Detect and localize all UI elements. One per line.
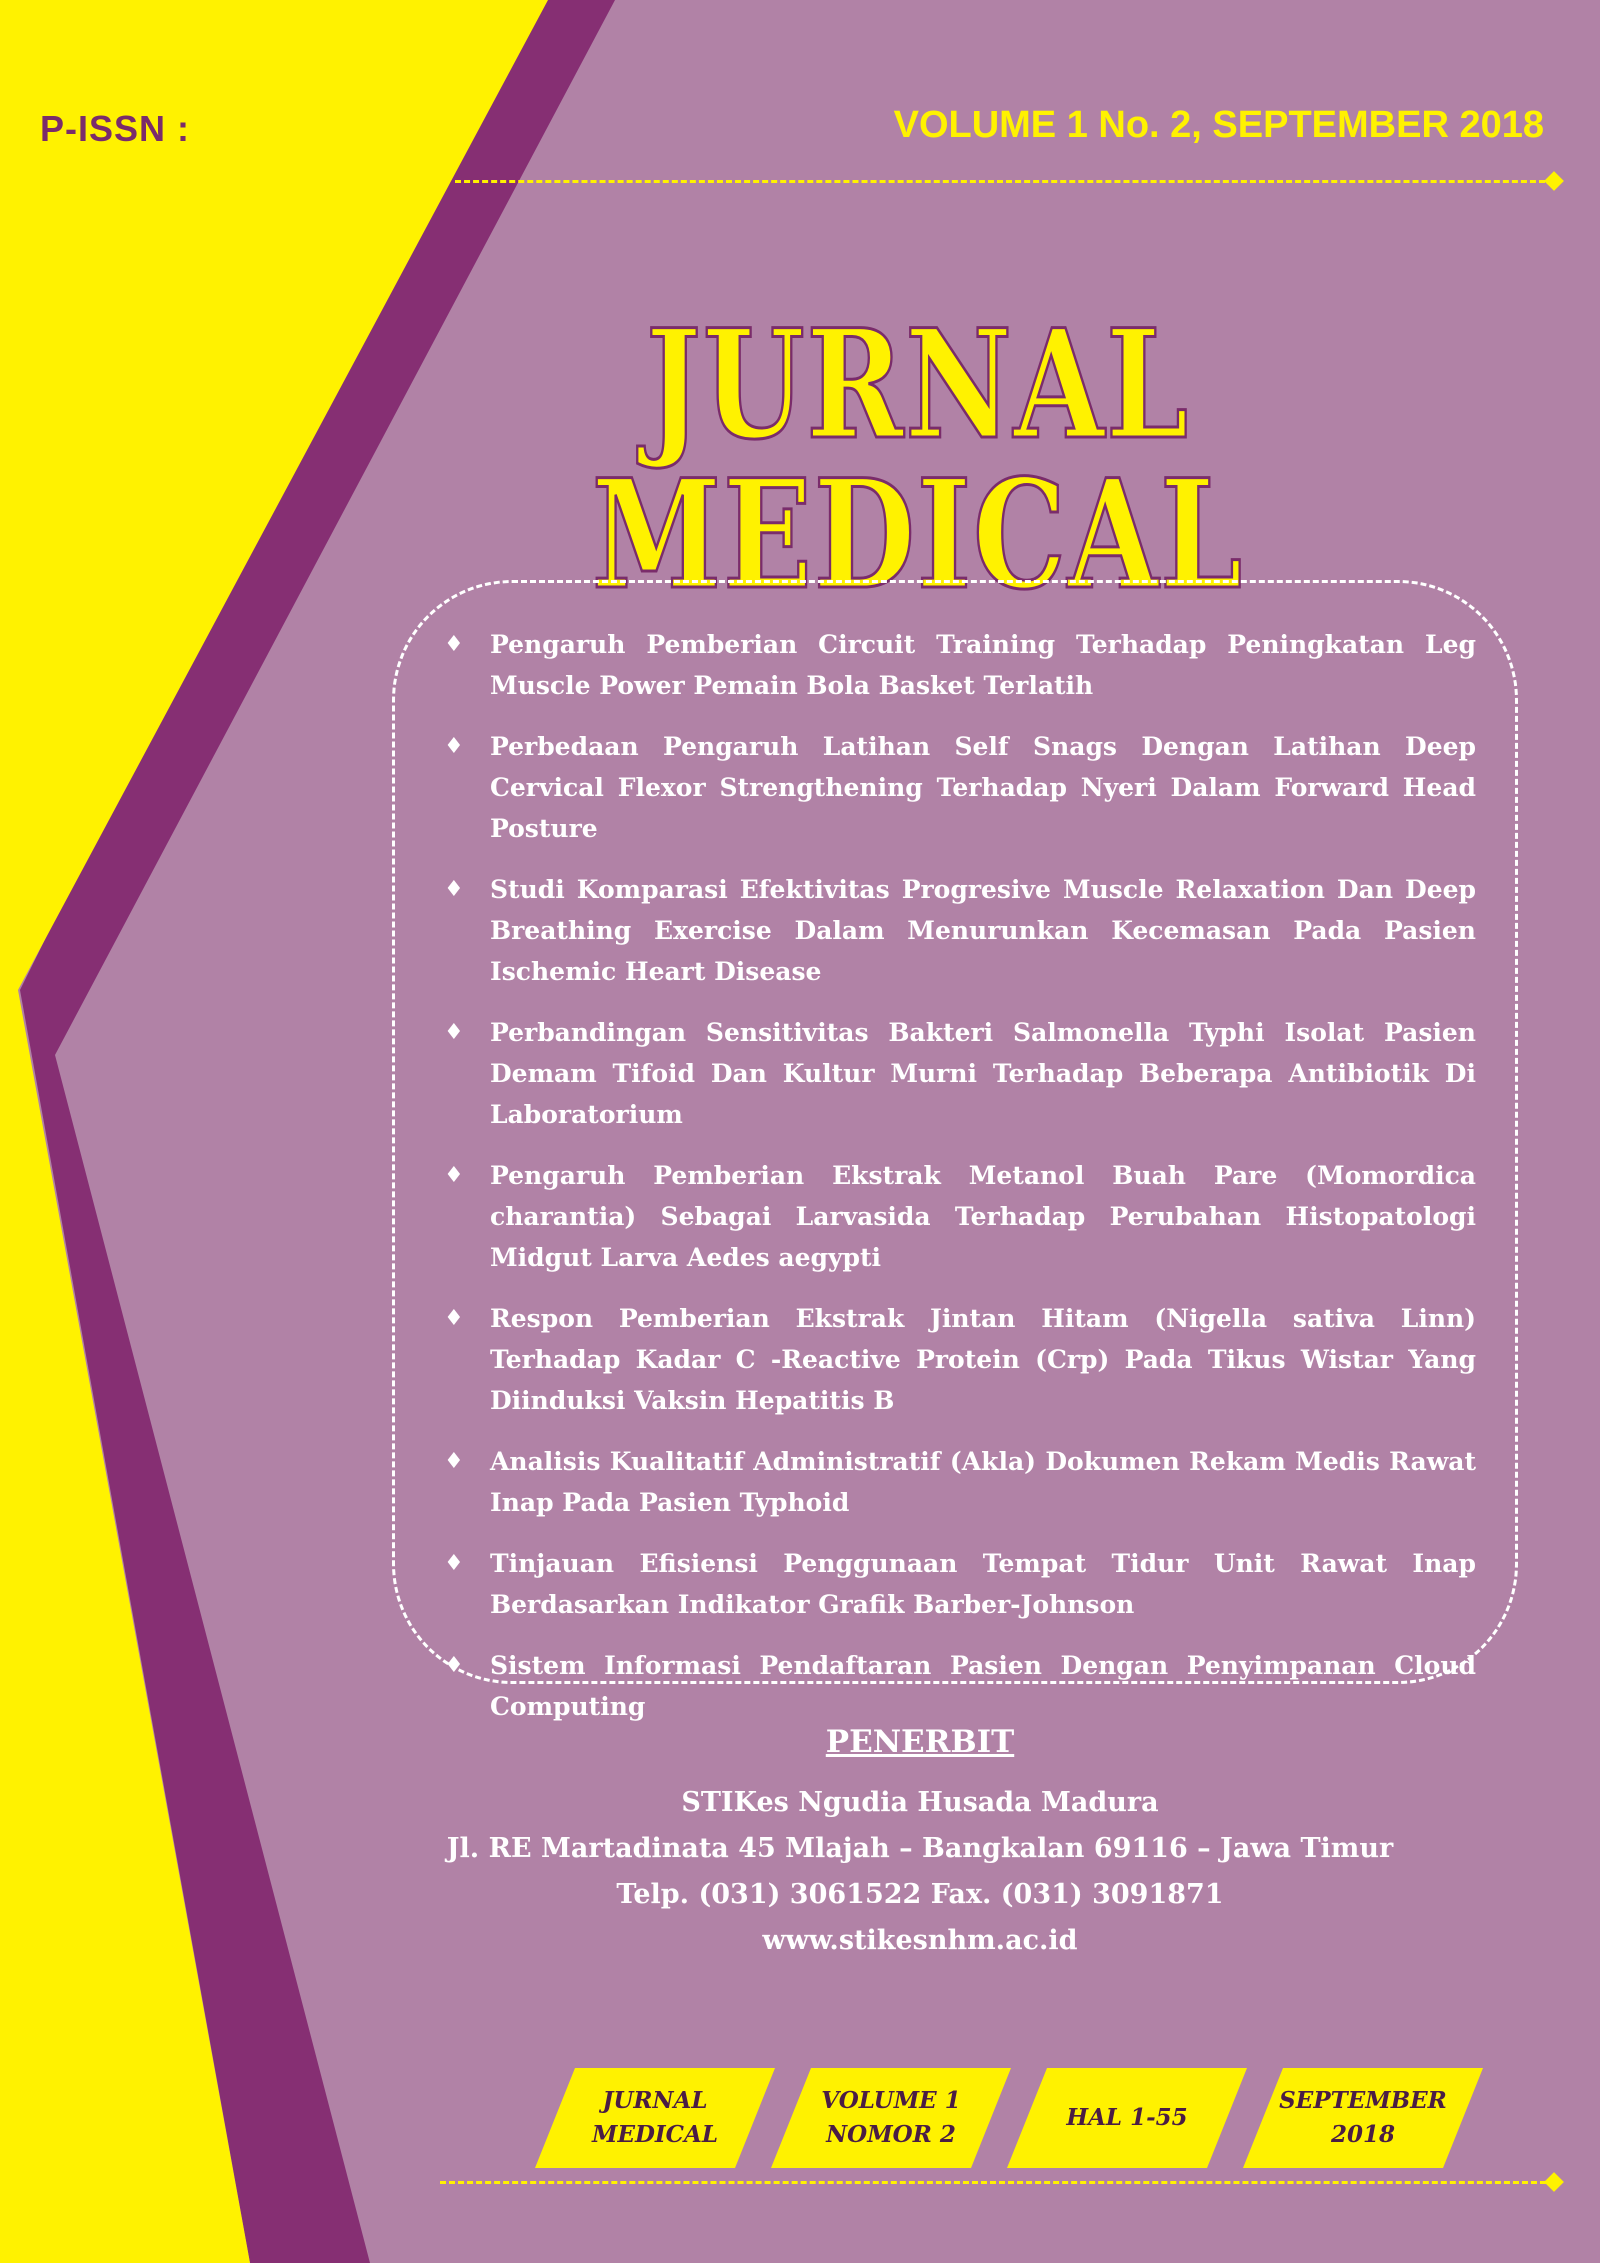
diamond-bullet-icon: ♦: [444, 1550, 464, 1576]
publisher-address: Jl. RE Martadinata 45 Mlajah – Bangkalan 69116 – Jawa Timur: [446, 1833, 1394, 1864]
footer-badge-volume: VOLUME 1 NOMOR 2: [771, 2068, 1011, 2168]
article-title-item: ♦ Pengaruh Pemberian Circuit Training Terhadap Peningkatan Leg Muscle Power Pemain Bola Basket Terlatih: [440, 624, 1476, 706]
diamond-bullet-icon: ♦: [444, 631, 464, 657]
article-title-item: ♦ Pengaruh Pemberian Ekstrak Metanol Buah Pare (Momordica charantia) Sebagai Larvasida Terhadap Perubahan Histopatologi Midgut Larva Aedes aegypti: [440, 1155, 1476, 1278]
article-title-item: ♦ Sistem Informasi Pendaftaran Pasien Dengan Penyimpanan Cloud Computing: [440, 1645, 1476, 1727]
table-of-contents: [440, 624, 1476, 1747]
article-title-item: ♦ Perbandingan Sensitivitas Bakteri Salmonella Typhi Isolat Pasien Demam Tifoid Dan Kultur Murni Terhadap Beberapa Antibiotik Di Laboratorium: [440, 1012, 1476, 1135]
publisher-block: [400, 1724, 1440, 1964]
diamond-bullet-icon: ♦: [444, 1448, 464, 1474]
footer-badge-date: SEPTEMBER 2018: [1243, 2068, 1483, 2168]
article-title-item: ♦ Studi Komparasi Efektivitas Progresive Muscle Relaxation Dan Deep Breathing Exercise Dalam Menurunkan Kecemasan Pada Pasien Ischemic Heart Disease: [440, 869, 1476, 992]
diamond-bullet-icon: ♦: [444, 1162, 464, 1188]
article-title-item: ♦ Analisis Kualitatif Administratif (Akla) Dokumen Rekam Medis Rawat Inap Pada Pasien Typhoid: [440, 1441, 1476, 1523]
article-title-item: ♦ Perbedaan Pengaruh Latihan Self Snags Dengan Latihan Deep Cervical Flexor Strengthening Terhadap Nyeri Dalam Forward Head Posture: [440, 726, 1476, 849]
publisher-website: www.stikesnhm.ac.id: [762, 1925, 1078, 1956]
article-title-item: ♦ Tinjauan Efisiensi Penggunaan Tempat Tidur Unit Rawat Inap Berdasarkan Indikator Grafik Barber-Johnson: [440, 1543, 1476, 1625]
volume-issue-date: VOLUME 1 No. 2, SEPTEMBER 2018: [893, 104, 1544, 146]
publisher-phone: Telp. (031) 3061522 Fax. (031) 3091871: [616, 1879, 1224, 1910]
footer-badge-journal: JURNAL MEDICAL: [535, 2068, 775, 2168]
bottom-dashed-divider: [440, 2181, 1546, 2184]
top-dashed-divider: [455, 180, 1545, 183]
article-title-item: ♦ Respon Pemberian Ekstrak Jintan Hitam (Nigella sativa Linn) Terhadap Kadar C -Reactive Protein (Crp) Pada Tikus Wistar Yang Diinduksi Vaksin Hepatitis B: [440, 1298, 1476, 1421]
diamond-bullet-icon: ♦: [444, 733, 464, 759]
diamond-bullet-icon: ♦: [444, 876, 464, 902]
publisher-label: PENERBIT: [825, 1724, 1015, 1760]
diamond-bullet-icon: ♦: [444, 1019, 464, 1045]
footer-badge-pages: HAL 1-55: [1007, 2068, 1247, 2168]
diamond-bullet-icon: ♦: [444, 1652, 464, 1678]
footer-badges: [535, 2068, 1535, 2168]
diamond-bullet-icon: ♦: [444, 1305, 464, 1331]
journal-title: JURNAL MEDICAL: [591, 297, 1244, 623]
publisher-name: STIKes Ngudia Husada Madura: [681, 1787, 1159, 1818]
issn-label: P-ISSN :: [40, 108, 191, 149]
